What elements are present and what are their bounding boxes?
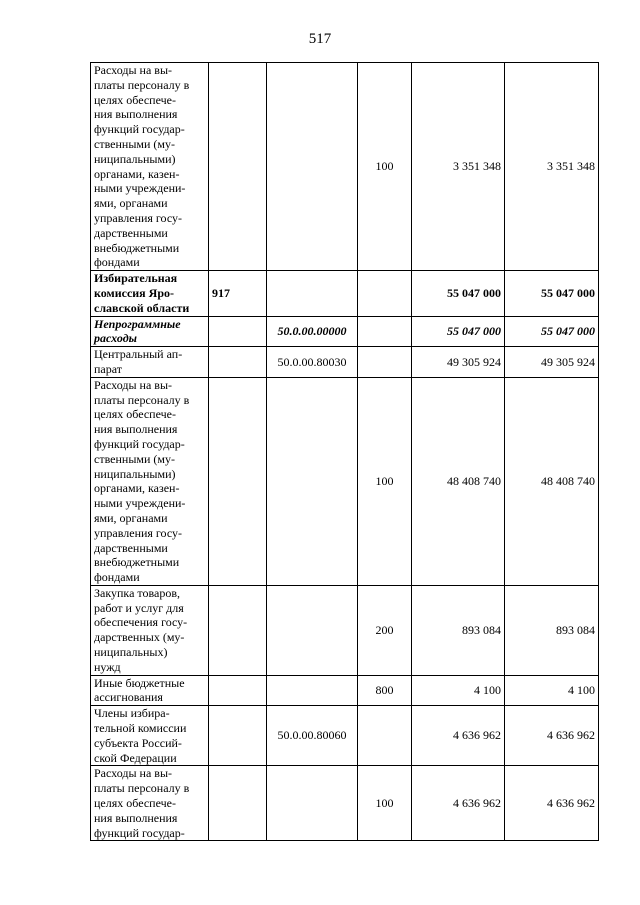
csr-cell: 50.0.00.80030 xyxy=(267,347,358,378)
page-number: 517 xyxy=(308,31,332,47)
name-line: органами, казен- xyxy=(94,166,180,181)
sum-cell: 55 047 000 xyxy=(505,271,599,316)
name-cell xyxy=(91,585,209,675)
csr-cell: 50.0.00.00000 xyxy=(267,316,358,347)
ved-cell xyxy=(209,766,267,841)
name-line: органами, казен- xyxy=(94,481,180,496)
table-row xyxy=(91,675,599,706)
sum-cell: 893 084 xyxy=(505,585,599,675)
csr-cell xyxy=(267,766,358,841)
vr-cell: 100 xyxy=(358,377,412,585)
name-line: платы персоналу в xyxy=(94,77,190,92)
ved-cell xyxy=(209,377,267,585)
sum-cell: 55 047 000 xyxy=(412,271,505,316)
sum-cell: 3 351 348 xyxy=(505,63,599,271)
name-line: целях обеспече- xyxy=(94,796,176,811)
ved-cell: 917 xyxy=(209,271,267,316)
name-line: ния выполнения xyxy=(94,810,178,825)
ved-cell xyxy=(209,585,267,675)
name-line: нужд xyxy=(94,659,121,674)
name-line: платы персоналу в xyxy=(94,781,190,796)
name-line: ниципальными) xyxy=(94,151,176,166)
ved-cell xyxy=(209,316,267,347)
name-cell xyxy=(91,347,209,378)
name-line: Избирательная xyxy=(94,271,178,286)
name-cell xyxy=(91,766,209,841)
sum-cell: 4 636 962 xyxy=(412,766,505,841)
name-line: ями, органами xyxy=(94,196,168,211)
table-row xyxy=(91,316,599,347)
csr-cell xyxy=(267,675,358,706)
name-cell xyxy=(91,706,209,766)
name-cell xyxy=(91,675,209,706)
sum-cell: 49 305 924 xyxy=(412,347,505,378)
sum-cell: 55 047 000 xyxy=(505,316,599,347)
name-line: ными учреждени- xyxy=(94,181,186,196)
name-line: функций государ- xyxy=(94,825,185,840)
name-line: фондами xyxy=(94,255,140,270)
vr-cell: 200 xyxy=(358,585,412,675)
name-line: ния выполнения xyxy=(94,107,178,122)
name-line: ассигнования xyxy=(94,690,163,705)
name-cell xyxy=(91,316,209,347)
csr-cell xyxy=(267,271,358,316)
vr-cell: 100 xyxy=(358,63,412,271)
name-line: тельной комиссии xyxy=(94,721,187,736)
name-cell xyxy=(91,377,209,585)
name-line: работ и услуг для xyxy=(94,600,184,615)
vr-cell xyxy=(358,316,412,347)
name-line: Расходы на вы- xyxy=(94,63,173,77)
csr-cell xyxy=(267,585,358,675)
name-line: обеспечения госу- xyxy=(94,615,188,630)
table-row xyxy=(91,271,599,316)
name-line: внебюджетными xyxy=(94,240,180,255)
vr-cell: 800 xyxy=(358,675,412,706)
vr-cell xyxy=(358,271,412,316)
name-line: внебюджетными xyxy=(94,555,180,570)
name-line: расходы xyxy=(94,331,137,346)
name-line: платы персоналу в xyxy=(94,392,190,407)
table-row xyxy=(91,585,599,675)
ved-cell xyxy=(209,63,267,271)
vr-cell xyxy=(358,347,412,378)
sum-cell: 48 408 740 xyxy=(505,377,599,585)
name-line: Центральный ап- xyxy=(94,347,183,362)
budget-table xyxy=(90,62,599,841)
sum-cell: 3 351 348 xyxy=(412,63,505,271)
name-cell xyxy=(91,63,209,271)
name-line: Расходы на вы- xyxy=(94,377,173,392)
ved-cell xyxy=(209,347,267,378)
csr-cell: 50.0.00.80060 xyxy=(267,706,358,766)
name-line: Члены избира- xyxy=(94,706,170,721)
budget-table-body xyxy=(91,63,599,841)
name-line: ственными (му- xyxy=(94,451,175,466)
ved-cell xyxy=(209,675,267,706)
name-line: Закупка товаров, xyxy=(94,585,180,600)
name-line: Расходы на вы- xyxy=(94,766,173,781)
name-line: Иные бюджетные xyxy=(94,675,185,690)
ved-cell xyxy=(209,706,267,766)
sum-cell: 4 636 962 xyxy=(505,706,599,766)
name-line: дарственных (му- xyxy=(94,630,185,645)
sum-cell: 48 408 740 xyxy=(412,377,505,585)
name-line: управления госу- xyxy=(94,525,183,540)
sum-cell: 4 100 xyxy=(505,675,599,706)
sum-cell: 4 636 962 xyxy=(412,706,505,766)
name-line: ниципальных) xyxy=(94,645,168,660)
name-line: целях обеспече- xyxy=(94,92,176,107)
name-line: дарственными xyxy=(94,540,168,555)
name-line: управления госу- xyxy=(94,210,183,225)
sum-cell: 4 636 962 xyxy=(505,766,599,841)
table-row xyxy=(91,706,599,766)
name-line: ями, органами xyxy=(94,510,168,525)
name-line: функций государ- xyxy=(94,122,185,137)
table-row xyxy=(91,766,599,841)
name-line: Непрограммные xyxy=(94,316,181,331)
vr-cell xyxy=(358,706,412,766)
sum-cell: 893 084 xyxy=(412,585,505,675)
name-line: ными учреждени- xyxy=(94,496,186,511)
name-line: дарственными xyxy=(94,225,168,240)
csr-cell xyxy=(267,377,358,585)
name-line: ственными (му- xyxy=(94,136,175,151)
name-line: ской Федерации xyxy=(94,750,177,765)
csr-cell xyxy=(267,63,358,271)
table-row xyxy=(91,377,599,585)
table-row xyxy=(91,347,599,378)
name-line: ниципальными) xyxy=(94,466,176,481)
name-line: функций государ- xyxy=(94,436,185,451)
vr-cell: 100 xyxy=(358,766,412,841)
name-line: субъекта Россий- xyxy=(94,735,182,750)
sum-cell: 4 100 xyxy=(412,675,505,706)
name-line: целях обеспече- xyxy=(94,407,176,422)
sum-cell: 55 047 000 xyxy=(412,316,505,347)
table-row xyxy=(91,63,599,271)
name-line: ния выполнения xyxy=(94,422,178,437)
sum-cell: 49 305 924 xyxy=(505,347,599,378)
name-line: славской области xyxy=(94,300,190,315)
name-cell xyxy=(91,271,209,316)
name-line: фондами xyxy=(94,570,140,585)
name-line: парат xyxy=(94,361,123,376)
name-line: комиссия Яро- xyxy=(94,285,175,300)
